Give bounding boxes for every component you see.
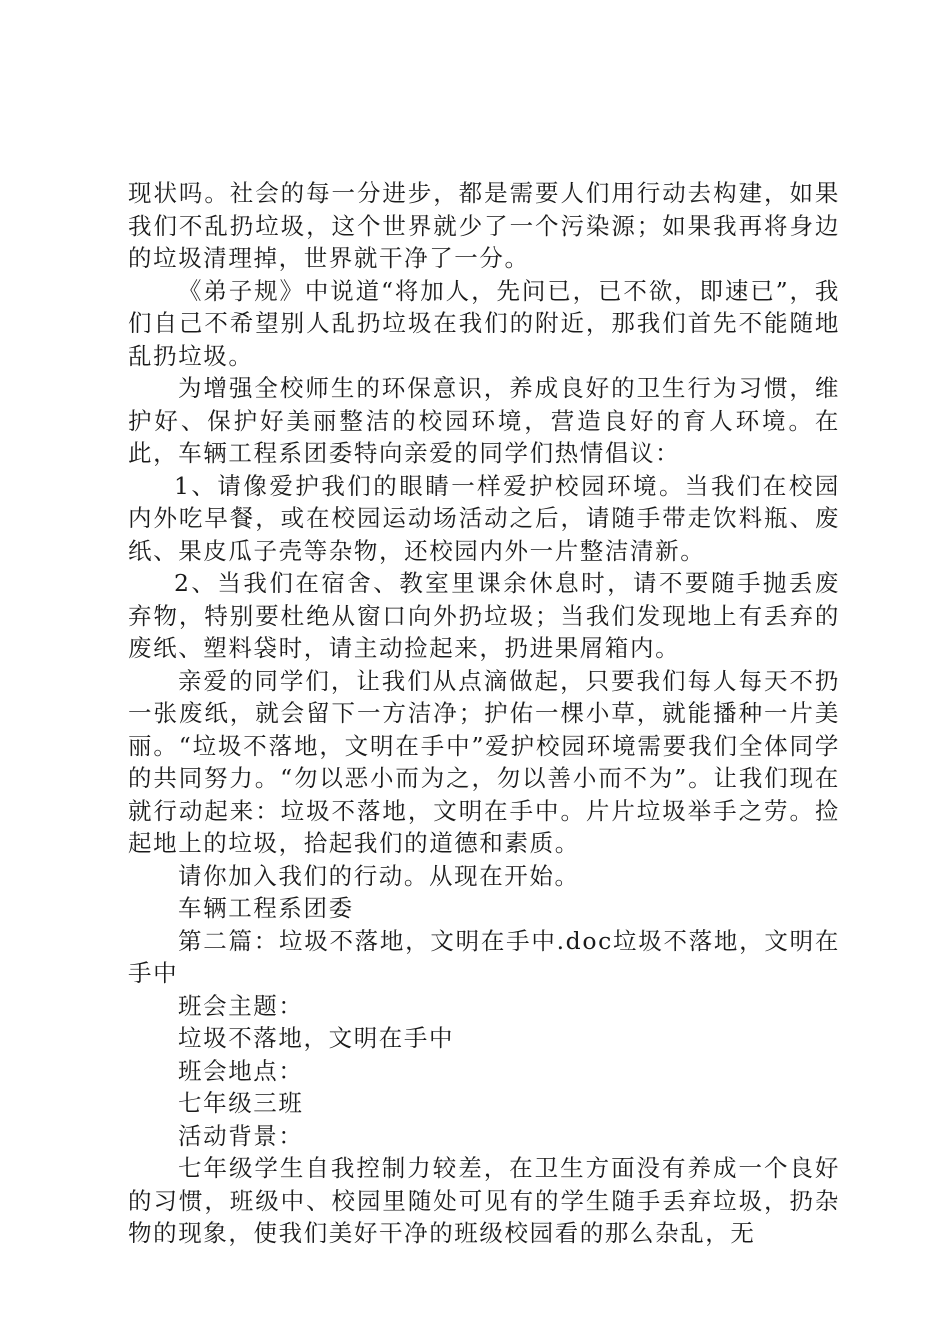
paragraph-proposal-intro: 为增强全校师生的环保意识，养成良好的卫生行为习惯，维护好、保护好美丽整洁的校园环境，营造良好的育人环境。在此，车辆工程系团委特向亲爱的同学们热情倡议： bbox=[128, 374, 840, 467]
paragraph-item-1: 1、请像爱护我们的眼睛一样爱护校园环境。当我们在校园内外吃早餐，或在校园运动场活动之后，请随手带走饮料瓶、废纸、果皮瓜子壳等杂物，还校园内外一片整洁清新。 bbox=[128, 471, 840, 565]
paragraph-join: 请你加入我们的行动。从现在开始。 bbox=[178, 861, 580, 890]
paragraph-location-value: 七年级三班 bbox=[178, 1089, 304, 1117]
paragraph-location-label: 班会地点： bbox=[178, 1056, 304, 1085]
paragraph-continuation: 现状吗。社会的每一分进步，都是需要人们用行动去构建，如果我们不乱扔垃圾，这个世界就少了一个污染源；如果我再将身边的垃圾清理掉，世界就干净了一分。 bbox=[128, 179, 840, 272]
paragraph-item-2: 2、当我们在宿舍、教室里课余休息时，请不要随手抛丢废弃物，特别要杜绝从窗口向外扔垃圾；当我们发现地上有丢弃的废纸、塑料袋时，请主动捡起来，扔进果屑箱内。 bbox=[128, 569, 840, 662]
document-body bbox=[128, 177, 840, 1250]
paragraph-section-title: 第二篇：垃圾不落地，文明在手中.doc垃圾不落地，文明在手中 bbox=[128, 926, 840, 987]
paragraph-signature: 车辆工程系团委 bbox=[178, 894, 354, 922]
paragraph-theme-value: 垃圾不落地，文明在手中 bbox=[178, 1024, 455, 1052]
paragraph-background-label: 活动背景： bbox=[178, 1121, 304, 1150]
paragraph-dizigui: 《弟子规》中说道“将加人，先问已，已不欲，即速已”，我们自己不希望别人乱扔垃圾在我们的附近，那我们首先不能随地乱扔垃圾。 bbox=[128, 276, 840, 370]
paragraph-theme-label: 班会主题： bbox=[178, 991, 304, 1020]
paragraph-background-text: 七年级学生自我控制力较差，在卫生方面没有养成一个良好的习惯，班级中、校园里随处可见有的学生随手丢弃垃圾，扔杂物的现象，使我们美好干净的班级校园看的那么杂乱，无 bbox=[128, 1154, 840, 1247]
paragraph-appeal: 亲爱的同学们，让我们从点滴做起，只要我们每人每天不扔一张废纸，就会留下一方洁净；护佑一棵小草，就能播种一片美丽。“垃圾不落地，文明在手中”爱护校园环境需要我们全体同学的共同努力。“勿以恶小而为之，勿以善小而不为”。让我们现在就行动起来：垃圾不落地，文明在手中。片片垃圾举手之劳。捡起地上的垃圾，拾起我们的道德和素质。 bbox=[128, 666, 840, 857]
